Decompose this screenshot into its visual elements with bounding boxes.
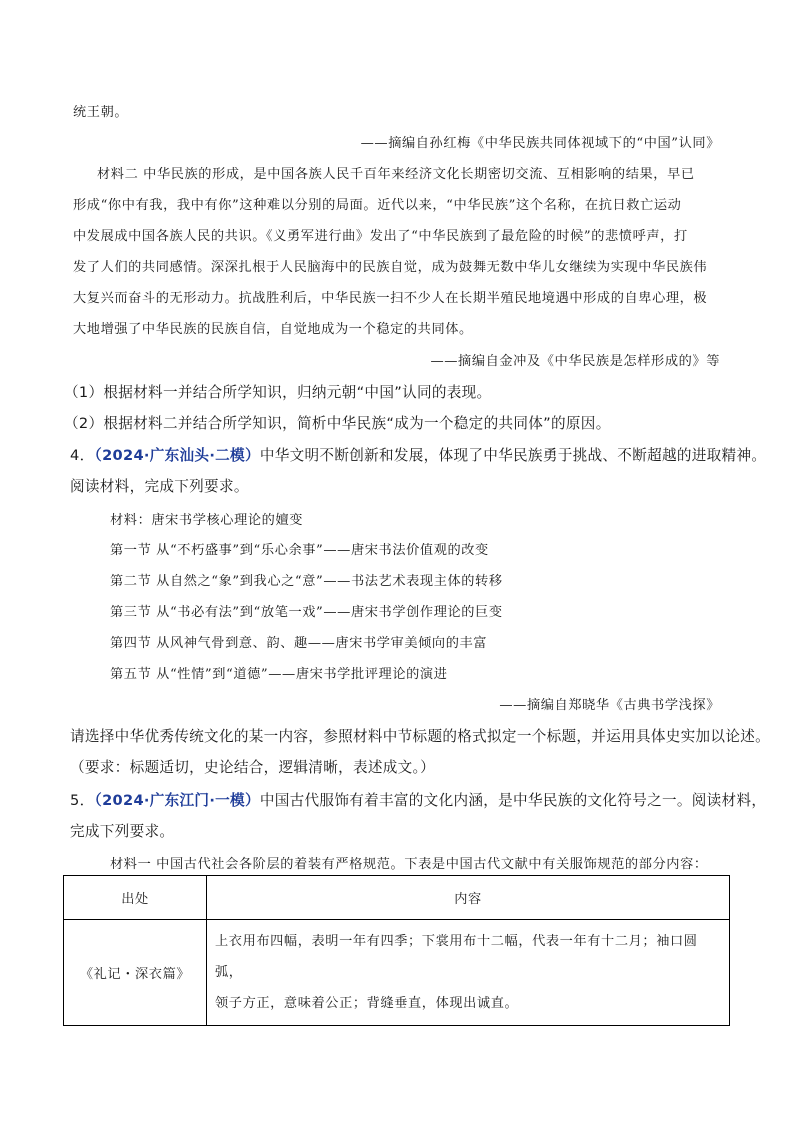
material-two-line: 发了人们的共同感情。深深扎根于人民脑海中的民族自觉，成为鼓舞无数中华儿女继续为实现中华民族伟 (73, 260, 708, 275)
material-two-line: 材料二 中华民族的形成，是中国各族人民千百年来经济文化长期密切交流、互相影响的结果，早已 (97, 167, 695, 182)
question-5-number: 5． (70, 792, 95, 809)
question-5-stem-text: 中国古代服饰有着丰富的文化内涵，是中华民族的文化符号之一。阅读材料， (259, 792, 767, 809)
question-3-sub-1: （1）根据材料一并结合所学知识，归纳元朝“中国”认同的表现。 (64, 384, 492, 401)
section-item: 第三节 从“书必有法”到“放笔一戏”——唐宋书学创作理论的巨变 (110, 605, 503, 620)
table-header-content: 内容 (207, 876, 730, 920)
material-two-line: 大地增强了中华民族的民族自信，自觉地成为一个稳定的共同体。 (73, 322, 473, 337)
question-5-stem (70, 789, 766, 810)
table-row (64, 920, 730, 1026)
table-cell-content (207, 920, 730, 1026)
question-4-task: 请选择中华优秀传统文化的某一内容，参照材料中节标题的格式拟定一个标题，并运用具体史实加以论述。 (70, 728, 771, 745)
question-5-stem-line2: 完成下列要求。 (70, 823, 175, 840)
source-citation-1: ——摘编自孙红梅《中华民族共同体视域下的“中国”认同》 (360, 136, 720, 151)
top-fragment: 统王朝。 (73, 105, 129, 120)
section-item: 第四节 从风神气骨到意、韵、趣——唐宋书学审美倾向的丰富 (110, 636, 488, 651)
question-4-material-title: 材料：唐宋书学核心理论的嬗变 (110, 513, 304, 528)
question-4-source: （2024·广东汕头·二模） (94, 447, 260, 464)
question-3-sub-2: （2）根据材料二并结合所学知识，简析中华民族“成为一个稳定的共同体”的原因。 (64, 415, 611, 432)
table-cell-source: 《礼记・深衣篇》 (64, 920, 207, 1026)
material-two-line: 形成“你中有我，我中有你”这种难以分别的局面。近代以来，“中华民族”这个名称，在抗日救亡运动 (73, 198, 682, 213)
material-two-line: 中发展成中国各族人民的共识。《义勇军进行曲》发出了“中华民族到了最危险的时候”的悲愤呼声，打 (73, 229, 688, 244)
section-item: 第二节 从自然之“象”到我心之“意”——书法艺术表现主体的转移 (110, 574, 503, 589)
table-content-line: 上衣用布四幅，表明一年有四季；下裳用布十二幅，代表一年有十二月；袖口圆弧， (215, 934, 698, 980)
source-citation-3: ——摘编自郑晓华《古典书学浅探》 (499, 698, 720, 713)
clothing-norms-table (63, 875, 730, 1026)
table-header-row (64, 876, 730, 920)
question-4-stem-line2: 阅读材料，完成下列要求。 (70, 478, 249, 495)
question-4-requirements: （要求：标题适切，史论结合，逻辑清晰，表述成文。） (70, 759, 436, 776)
source-citation-2: ——摘编自金冲及《中华民族是怎样形成的》等 (430, 354, 720, 369)
question-4-number: 4． (70, 447, 95, 464)
question-4-stem (70, 444, 766, 465)
material-two-line: 大复兴而奋斗的无形动力。抗战胜利后，中华民族一扫不少人在长期半殖民地境遇中形成的自卑心理，极 (73, 291, 708, 306)
question-5-material-one: 材料一 中国古代社会各阶层的着装有严格规范。下表是中国古代文献中有关服饰规范的部分内容： (110, 857, 708, 872)
question-5-source: （2024·广东江门·一模） (94, 792, 260, 809)
section-item: 第一节 从“不朽盛事”到“乐心余事”——唐宋书法价值观的改变 (110, 543, 489, 558)
table-content-line: 领子方正，意味着公正；背缝垂直，体现出诚直。 (215, 996, 519, 1011)
table-header-source: 出处 (64, 876, 207, 920)
question-4-stem-text: 中华文明不断创新和发展，体现了中华民族勇于挑战、不断超越的进取精神。 (259, 447, 767, 464)
section-item: 第五节 从“性情”到“道德”——唐宋书学批评理论的演进 (110, 667, 448, 682)
